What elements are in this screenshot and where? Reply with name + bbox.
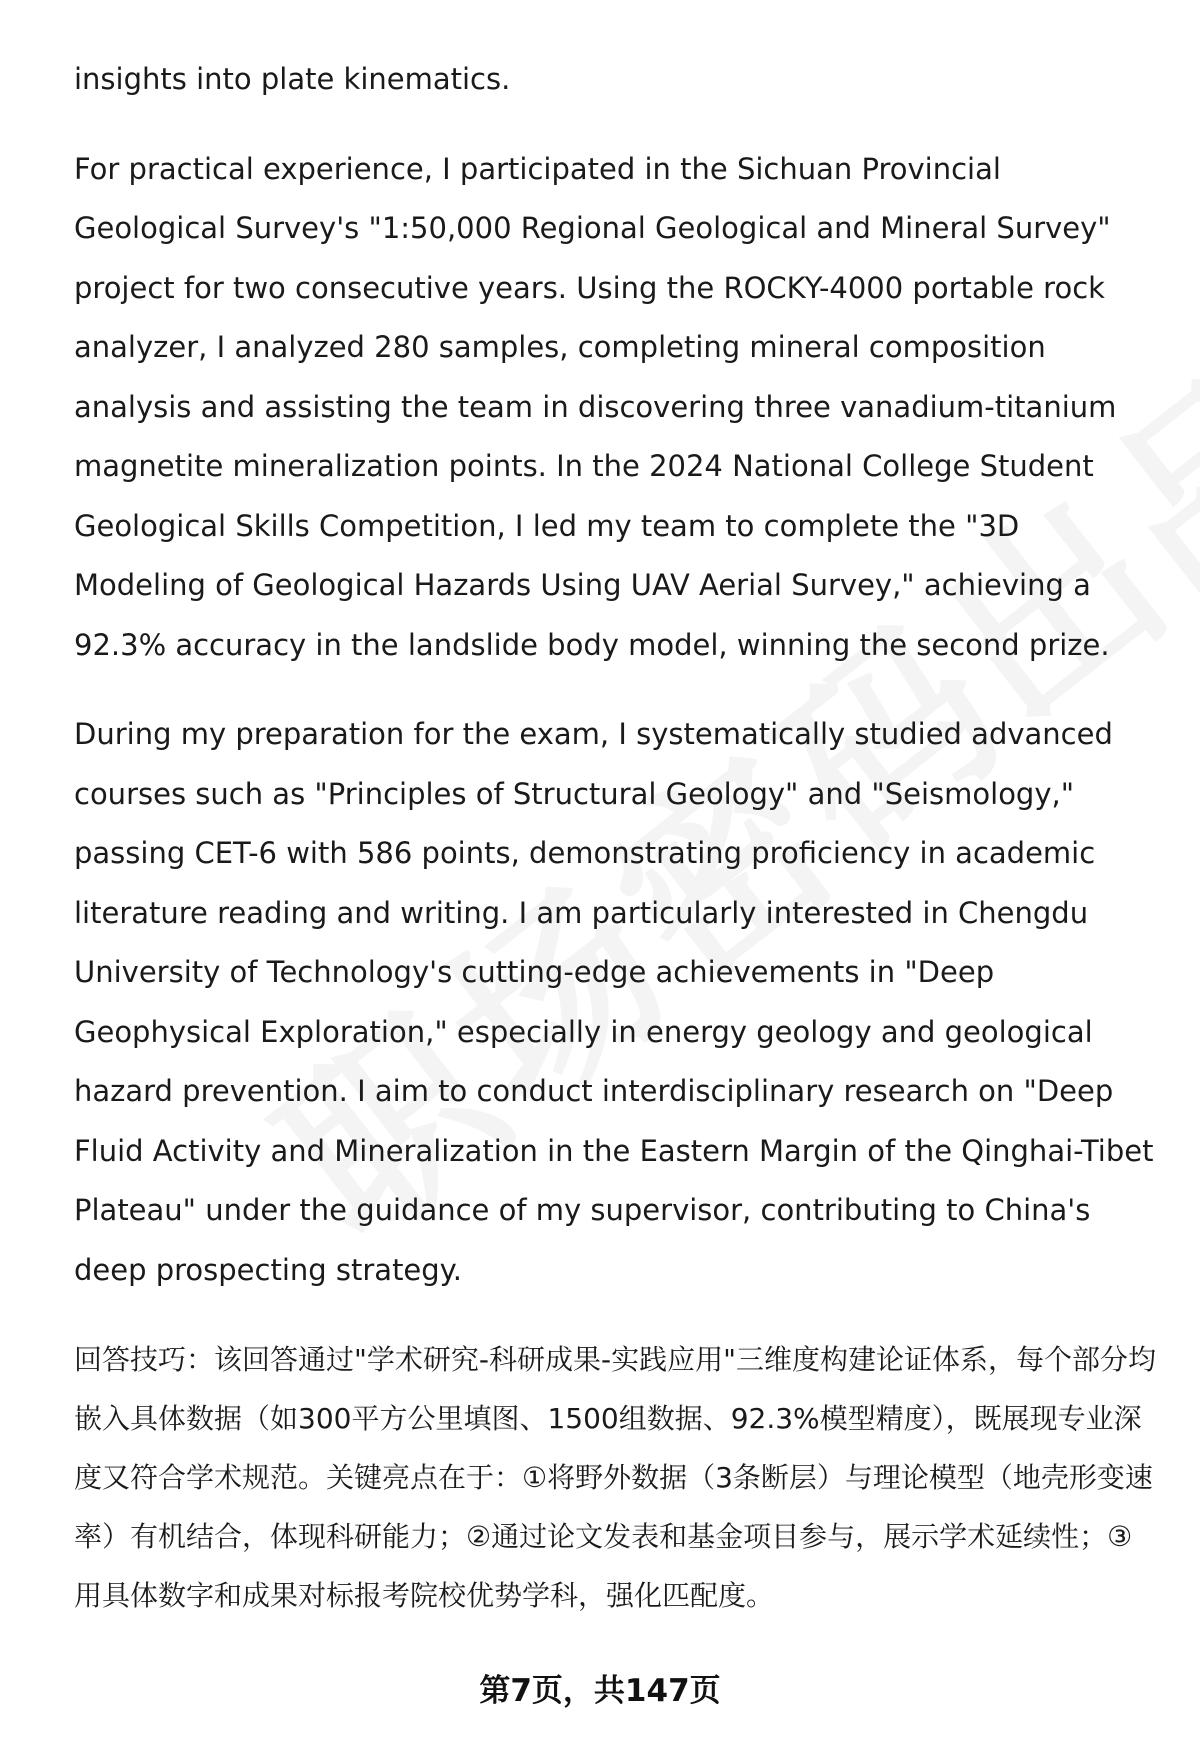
paragraph-intro-end: insights into plate kinematics.	[74, 62, 511, 96]
answer-tip: 回答技巧：该回答通过"学术研究-科研成果-实践应用"三维度构建论证体系，每个部分均嵌入具体数据（如300平方公里填图、1500组数据、92.3%模型精度），既展现专业深度又符合学术规范。关键亮点在于：①将野外数据（3条断层）与理论模型（地壳形变速率）有机结合，体现科研能力；②通过论文发表和基金项目参与，展示学术延续性；③用具体数字和成果对标报考院校优势学科，强化匹配度。	[74, 1343, 1156, 1612]
page-number: 第7页，共147页	[479, 1673, 721, 1709]
document-body	[74, 50, 1159, 1625]
paragraph-practical-experience: For practical experience, I participated in the Sichuan Provincial Geological Survey's "1:50,000 Regional Geological and Mineral Survey" project for two consecutive years. Using the ROCKY-4000 portable rock analyzer, I analyzed 280 samples, completing mineral composition analysis and assisting the team in discovering three vanadium-titanium magnetite mineralization points. In the 2024 National College Student Geological Skills Competition, I led my team to complete the "3D Modeling of Geological Hazards Using UAV Aerial Survey," achieving a 92.3% accuracy in the landslide body model, winning the second prize.	[74, 151, 1117, 662]
paragraph-exam-preparation: During my preparation for the exam, I systematically studied advanced courses such as "Principles of Structural Geology" and "Seismology," passing CET-6 with 586 points, demonstrating proficiency in academic literature reading and writing. I am particularly interested in Chengdu University of Technology's cutting-edge achievements in "Deep Geophysical Exploration," especially in energy geology and geological hazard prevention. I aim to conduct interdisciplinary research on "Deep Fluid Activity and Mineralization in the Eastern Margin of the Qinghai-Tibet Plateau" under the guidance of my supervisor, contributing to China's deep prospecting strategy.	[74, 717, 1154, 1287]
